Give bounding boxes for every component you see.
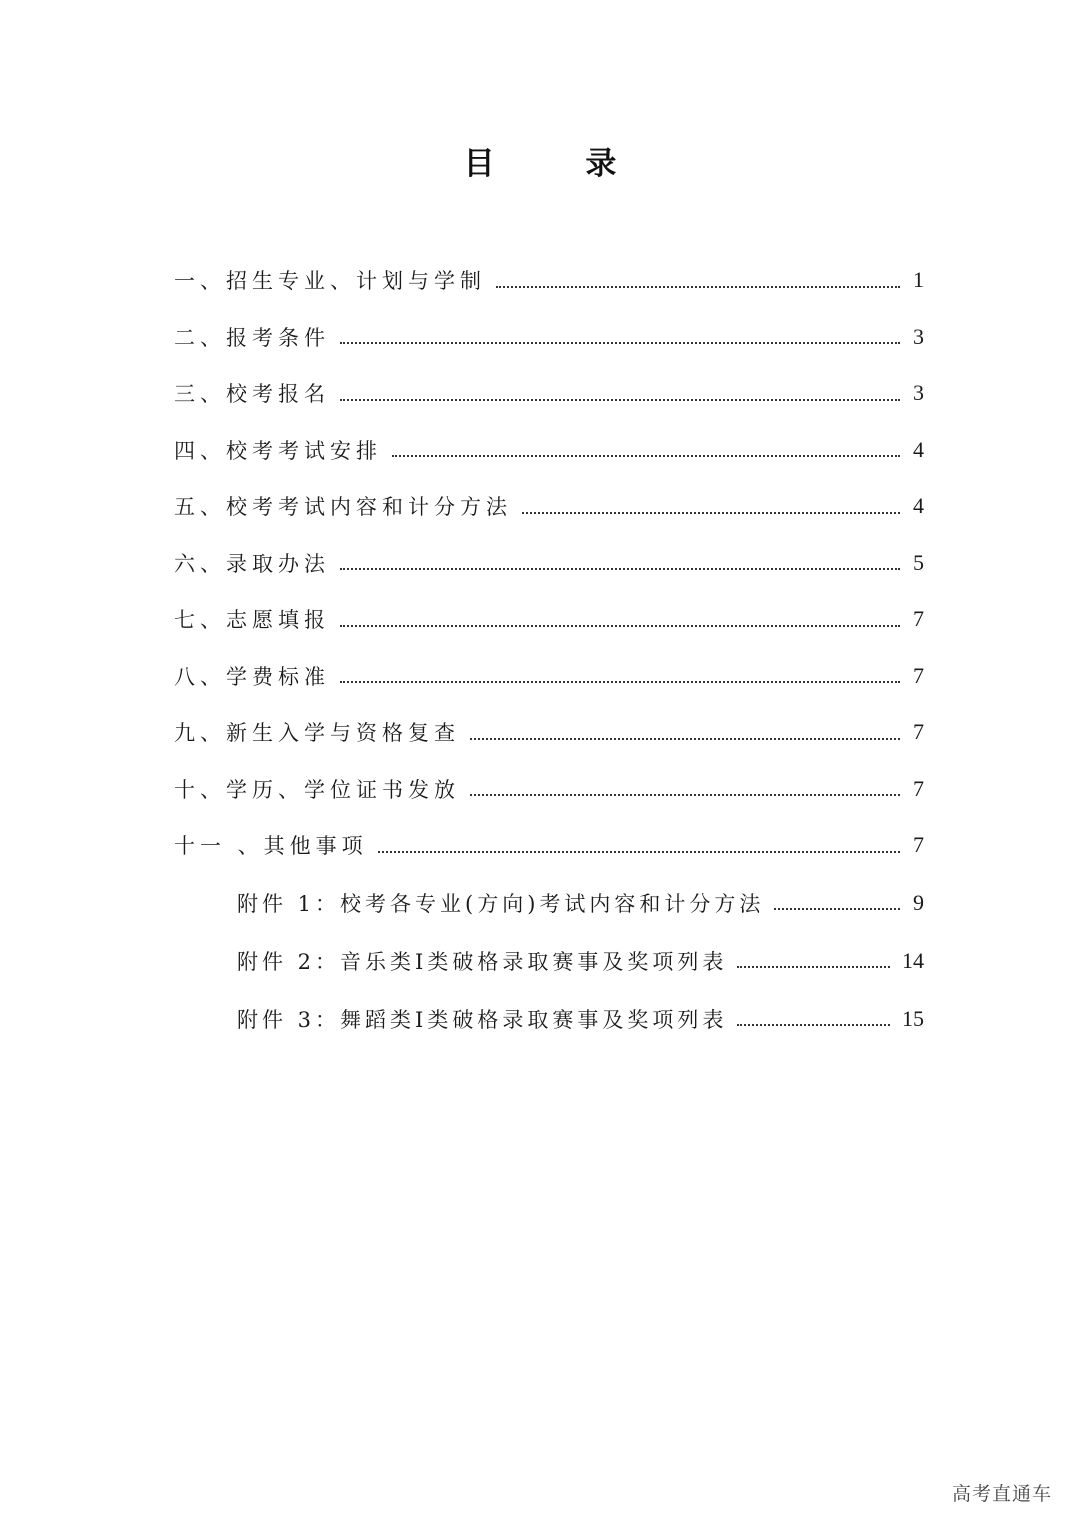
toc-entry-label: 五、校考考试内容和计分方法	[174, 495, 512, 520]
toc-entry-label: 十一 、其他事项	[174, 834, 368, 859]
toc-leader-dots	[340, 398, 900, 401]
toc-entry-label: 一、招生专业、计划与学制	[174, 269, 486, 294]
toc-entry[interactable]	[174, 535, 924, 592]
toc-entry-page: 7	[913, 775, 924, 801]
toc-leader-dots	[737, 965, 890, 968]
toc-entry-label: 十、学历、学位证书发放	[174, 777, 460, 802]
toc-appendix-entry[interactable]	[237, 874, 924, 932]
toc-entry[interactable]	[174, 422, 924, 479]
toc-entry-page: 7	[913, 832, 924, 858]
toc-appendix-entry[interactable]	[237, 932, 924, 990]
toc-leader-dots	[392, 454, 900, 457]
toc-leader-dots	[340, 567, 900, 570]
toc-entry-page: 4	[913, 493, 924, 519]
toc-entry-page: 4	[913, 436, 924, 462]
toc-leader-dots	[340, 341, 900, 344]
toc-entry-label: 三、校考报名	[174, 382, 330, 407]
toc-entry-page: 15	[902, 1005, 924, 1031]
table-of-contents	[174, 252, 924, 1048]
toc-entry-page: 3	[913, 380, 924, 406]
toc-entry[interactable]	[174, 252, 924, 309]
toc-entry[interactable]	[174, 478, 924, 535]
toc-entry-page: 14	[902, 947, 924, 973]
toc-entry[interactable]	[174, 761, 924, 818]
toc-leader-dots	[496, 285, 900, 288]
toc-leader-dots	[737, 1023, 890, 1026]
toc-entry-page: 5	[913, 549, 924, 575]
toc-entry[interactable]	[174, 817, 924, 874]
toc-leader-dots	[774, 907, 900, 910]
toc-leader-dots	[378, 850, 900, 853]
toc-leader-dots	[470, 793, 900, 796]
toc-entry-label: 附件 3：舞蹈类Ⅰ类破格录取赛事及奖项列表	[237, 1007, 728, 1032]
toc-appendix-entry[interactable]	[237, 990, 924, 1048]
toc-entry-label: 七、志愿填报	[174, 608, 330, 633]
toc-leader-dots	[340, 624, 900, 627]
toc-entry[interactable]	[174, 591, 924, 648]
toc-entry[interactable]	[174, 365, 924, 422]
toc-entry-page: 9	[913, 889, 924, 915]
toc-entry-label: 八、学费标准	[174, 664, 330, 689]
toc-entry[interactable]	[174, 309, 924, 366]
watermark: 高考直通车	[951, 1483, 1052, 1505]
toc-leader-dots	[522, 511, 900, 514]
toc-entry-label: 附件 2：音乐类Ⅰ类破格录取赛事及奖项列表	[237, 949, 728, 974]
toc-leader-dots	[470, 737, 900, 740]
toc-entry-page: 7	[913, 662, 924, 688]
toc-leader-dots	[340, 680, 900, 683]
toc-entry-label: 二、报考条件	[174, 325, 330, 350]
toc-entry-label: 四、校考考试安排	[174, 438, 382, 463]
toc-entry-page: 7	[913, 606, 924, 632]
toc-entry-label: 附件 1：校考各专业(方向)考试内容和计分方法	[237, 891, 765, 916]
toc-entry[interactable]	[174, 704, 924, 761]
page-title: 目 录	[463, 146, 657, 182]
toc-entry-page: 7	[913, 719, 924, 745]
toc-entry-page: 1	[913, 267, 924, 293]
toc-entry-page: 3	[913, 323, 924, 349]
toc-entry-label: 九、新生入学与资格复查	[174, 721, 460, 746]
toc-entry-label: 六、录取办法	[174, 551, 330, 576]
toc-entry[interactable]	[174, 648, 924, 705]
